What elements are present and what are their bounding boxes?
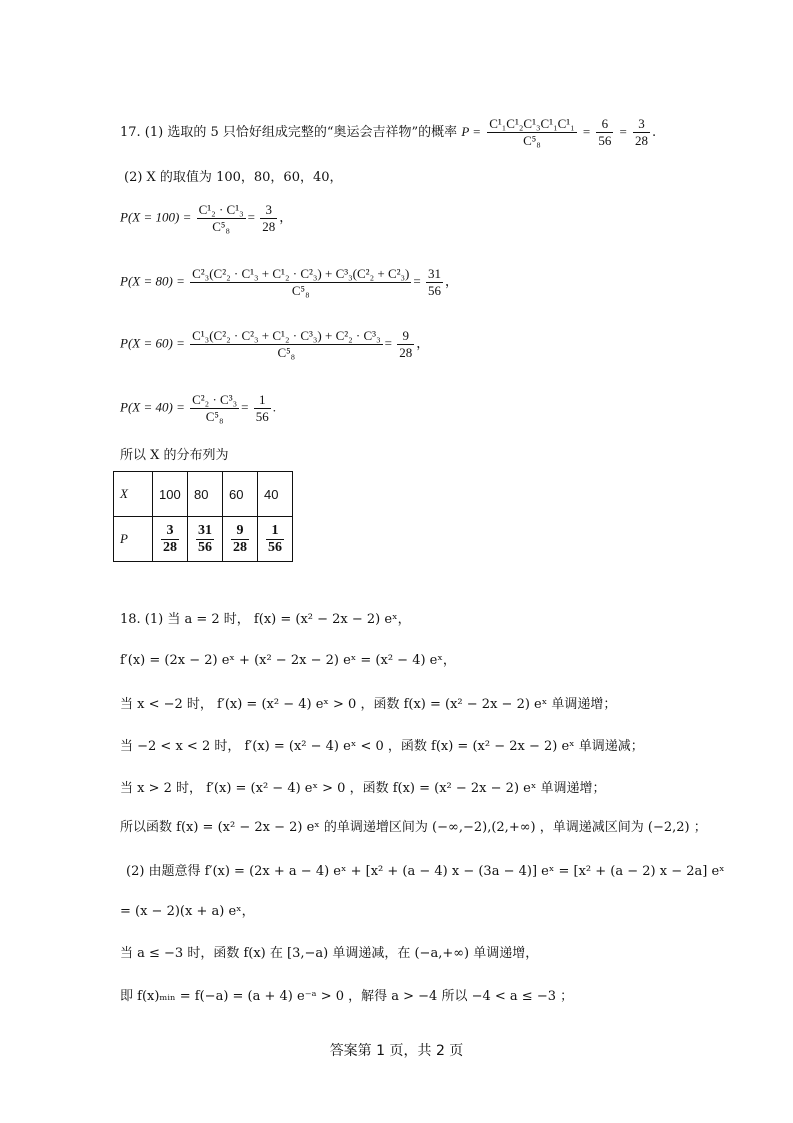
q18-line-9: 当 a ≤ −3 时，函数 f(x) 在 [3,−a) 单调递减，在 (−a,+∞) 单调递增， [120,946,539,961]
distribution-table [113,471,293,562]
q18-line-2: f′(x) = (2x − 2) eˣ + (x² − 2x − 2) eˣ = (x² − 4) eˣ， [120,653,456,668]
q17-part1-result-fraction [633,116,650,149]
q17-part1-mid-fraction [596,116,613,149]
p40-num: C²₂ · C³₃ [192,392,238,407]
table-cell: 100 [153,472,188,517]
p80-result [426,266,443,299]
table-cell [223,517,258,562]
p60-num: C¹₃(C²₂ · C²₃ + C¹₂ · C³₃) + C²₂ · C³₃ [192,328,381,343]
q18-line-3: 当 x < −2 时， f′(x) = (x² − 4) eˣ > 0 ，函数 f(x) = (x² − 2x − 2) eˣ 单调递增； [120,697,617,712]
p80-res-num: 31 [427,266,441,281]
p80-num: C²₃(C²₂ · C¹₃ + C¹₂ · C²₃) + C³₃(C²₂ + C²₃) [192,266,410,281]
table-row [114,517,293,562]
table-head-p: P [114,517,153,562]
p60-res-den: 28 [399,345,413,360]
q17-part1-denominator: C⁵₈ [523,133,541,148]
q17-part1-fraction [487,116,577,149]
q17-part1-text: 17. (1) 选取的 5 只恰好组成完整的“奥运会吉祥物”的概率 [120,125,458,140]
p60-res-num: 9 [397,328,414,345]
p60-den: C⁵₈ [277,345,296,360]
prob-num: 9 [231,523,249,540]
q17-part1-res-num: 3 [633,116,650,133]
q18-line-10: 即 f(x)ₘᵢₙ = f(−a) = (a + 4) e⁻ᵃ > 0 ，解得 a > −4 所以 −4 < a ≤ −3 ； [120,989,574,1004]
q18-line-1: 18. (1) 当 a = 2 时， f(x) = (x² − 2x − 2) eˣ， [120,612,411,627]
p80-res-den: 56 [427,283,441,298]
table-cell [258,517,293,562]
p40-lhs: P(X = 40) = [120,399,185,415]
table-head-x: X [114,472,153,517]
p100-lhs: P(X = 100) = [120,209,192,225]
p80-lhs: P(X = 80) = [120,273,185,289]
p100-num: C¹₂ · C¹₃ [198,202,244,217]
table-cell [153,517,188,562]
prob-num: 1 [266,523,284,540]
prob-num: 31 [198,522,212,538]
p100-line: P(X = 100) = $\frac{\text{C¹₂ · C¹₃}}{\text{C⁵₈}}$ = $\frac{3}{28}$ ， [120,202,293,234]
p60-result [397,328,414,361]
table-cell: 60 [223,472,258,517]
q18-line-8: = (x − 2)(x + a) eˣ， [120,904,255,919]
p60-line: P(X = 60) = $\frac{\text{C¹₃(C²₂ · C²₃ + C¹₂ · C³₃) + C²₂ · C³₃}}{\text{C⁵₈}}$ = $\frac{9}{28}$ ， [120,328,430,360]
q18-line-6: 所以函数 f(x) = (x² − 2x − 2) eˣ 的单调递增区间为 (−∞,−2),(2,+∞) ，单调递减区间为 (−2,2) ； [120,820,707,835]
q18-line-4: 当 −2 < x < 2 时， f′(x) = (x² − 4) eˣ < 0 ，函数 f(x) = (x² − 2x − 2) eˣ 单调递减； [120,739,644,754]
q17-part1-mid-den: 56 [598,133,612,148]
p100-den: C⁵₈ [212,219,230,234]
table-row [114,472,293,517]
prob-den: 56 [198,539,212,555]
table-cell: 80 [188,472,223,517]
p60-fraction [190,328,383,361]
prob-den: 56 [268,539,282,555]
p100-res-num: 3 [260,202,277,219]
table-cell: 40 [258,472,293,517]
p40-res-den: 56 [255,409,269,424]
p80-fraction [190,266,411,299]
q17-part1-mid-num: 6 [596,116,613,133]
q18-line-7: (2) 由题意得 f′(x) = (2x + a − 4) eˣ + [x² + (a − 4) x − (3a − 4)] eˣ = [x² + (a − 2) x − 2a] eˣ [126,864,725,879]
p100-result [260,202,277,235]
table-cell [188,517,223,562]
p40-den: C⁵₈ [205,409,224,424]
p60-lhs: P(X = 60) = [120,335,185,351]
p100-fraction [197,202,246,235]
p40-line: P(X = 40) = $\frac{\text{C²₂ · C³₃}}{\text{C⁵₈}}$ = $\frac{1}{56}$ . [120,392,276,424]
p40-result [254,392,271,425]
p80-den: C⁵₈ [291,283,310,298]
prob-num: 3 [161,523,179,540]
p40-fraction [190,392,239,425]
p40-res-num: 1 [254,392,271,409]
page-footer: 答案第 1 页，共 2 页 [329,1043,464,1059]
q17-part1-res-den: 28 [634,133,648,148]
q18-line-5: 当 x > 2 时， f′(x) = (x² − 4) eˣ > 0 ，函数 f(x) = (x² − 2x − 2) eˣ 单调递增； [120,781,606,796]
p100-res-den: 28 [262,219,276,234]
prob-den: 28 [233,539,247,555]
q17-part2-intro: (2) X 的取值为 100，80，60，40， [124,170,343,185]
p80-line: P(X = 80) = $\frac{\text{C²₃(C²₂ · C¹₃ + C¹₂ · C²₃) + C³₃(C²₂ + C²₃)}}{\text{C⁵₈}}$ = $\frac{31}{56}$ ， [120,266,458,298]
q17-part1-line: 17. (1) 选取的 5 只恰好组成完整的“奥运会吉祥物”的概率 P = $\frac{\text{C¹₁C¹₂C¹₃C¹₁C¹₁}}{\text{C⁵₈}}$ = $\frac{6}{56}$ = $\frac{3}{28}$ . [120,116,657,148]
dist-caption: 所以 X 的分布列为 [120,448,229,463]
prob-den: 28 [163,539,177,555]
q17-part1-lhs: P = [461,124,482,139]
q17-part1-numerator: C¹₁C¹₂C¹₃C¹₁C¹₁ [489,116,575,131]
